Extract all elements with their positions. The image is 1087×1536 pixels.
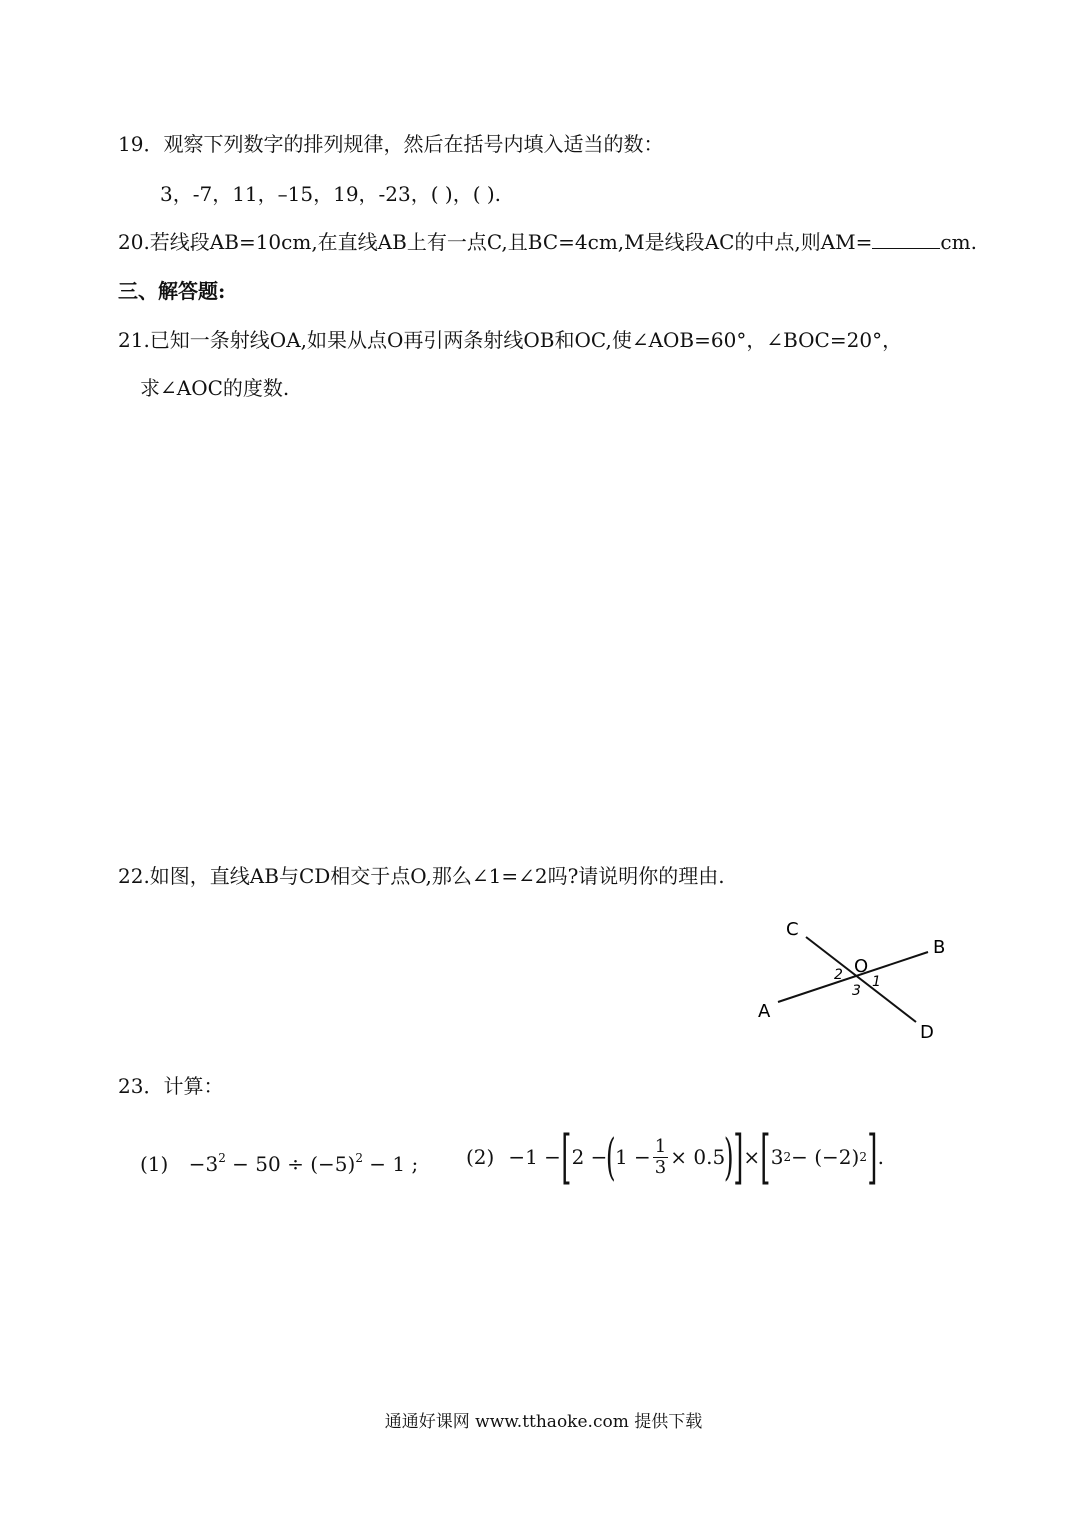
q22-prompt: 22.如图，直线AB与CD相交于点O,那么∠1=∠2吗?请说明你的理由. bbox=[118, 864, 725, 888]
q23-part2 bbox=[466, 1123, 884, 1191]
page-footer: 通通好课网 www.tthaoke.com 提供下载 bbox=[384, 1412, 703, 1432]
q20-after-blank: cm. bbox=[940, 230, 977, 254]
q20-before-blank: 20.若线段AB=10cm,在直线AB上有一点C,且BC=4cm,M是线段AC的中点,则AM= bbox=[118, 230, 873, 254]
label-d: D bbox=[920, 1022, 934, 1043]
q23-part1-label: (1) bbox=[140, 1152, 169, 1176]
q21-line1: 21.已知一条射线OA,如果从点O再引两条射线OB和OC,使∠AOB=60°，∠BOC=20°， bbox=[118, 328, 903, 352]
label-c: C bbox=[786, 919, 799, 940]
angle-label-3: 3 bbox=[852, 983, 861, 999]
label-o: O bbox=[854, 956, 869, 977]
q23-part2-expression: −1 − [ 2 − ( 1 − $\frac{1}{3}$ × 0.5 ) ] × [ 3 2 − (−2) 2 ] . bbox=[508, 1123, 884, 1191]
q23-part1 bbox=[140, 1144, 418, 1178]
q20-answer-blank bbox=[872, 230, 940, 249]
label-b: B bbox=[933, 937, 946, 958]
q19-prompt: 19．观察下列数字的排列规律，然后在括号内填入适当的数： bbox=[118, 132, 664, 156]
q22-intersecting-lines-figure bbox=[740, 905, 970, 1045]
q20-text bbox=[118, 228, 977, 256]
angle-label-1: 1 bbox=[872, 974, 881, 990]
q21-line2: 求∠AOC的度数. bbox=[140, 376, 290, 400]
q19-sequence: 3，-7，11，–15，19，-23，( )，( ). bbox=[160, 182, 502, 206]
q23-part2-label: (2) bbox=[466, 1145, 495, 1169]
section-three-title: 三、解答题: bbox=[118, 279, 226, 303]
angle-label-2: 2 bbox=[834, 967, 843, 983]
label-a: A bbox=[758, 1001, 771, 1022]
line-cd bbox=[806, 937, 916, 1022]
q23-part1-expression: $-3^2 - 50 \div (-5)^2 - 1$ ; bbox=[188, 1151, 419, 1176]
q23-prompt: 23．计算： bbox=[118, 1074, 224, 1098]
